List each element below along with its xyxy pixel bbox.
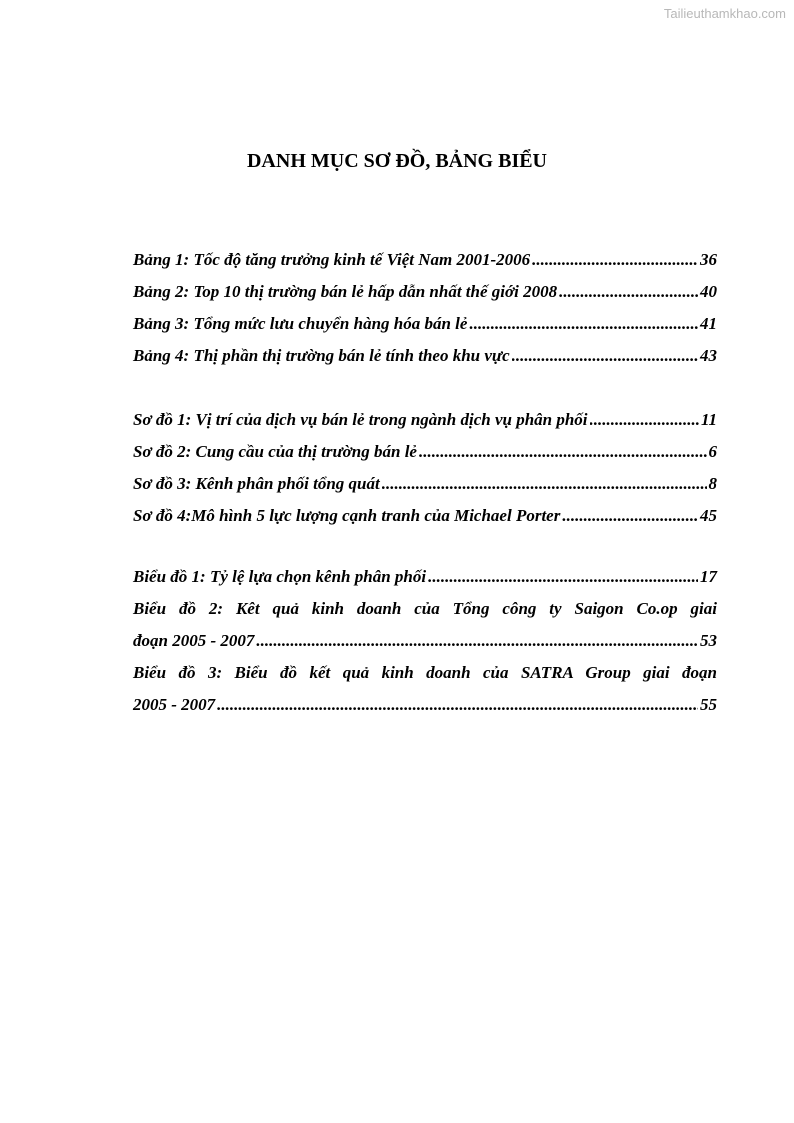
charts-list (133, 561, 717, 721)
toc-entry[interactable] (133, 340, 717, 372)
page-number: 17 (700, 567, 717, 586)
toc-entry[interactable] (133, 276, 717, 308)
page-number: 40 (700, 282, 717, 301)
entry-label: Bảng 1: Tốc độ tăng trưởng kinh tế Việt Nam 2001-2006 (133, 250, 531, 269)
toc-entry[interactable] (133, 436, 717, 468)
tables-list (133, 244, 717, 372)
entry-label-line1: Biểu đồ 2: Kêt quả kinh doanh của Tổng công ty Saigon Co.op giai (133, 599, 717, 618)
dot-leader (562, 500, 698, 532)
page-number: 41 (700, 314, 717, 333)
toc-entry[interactable] (133, 561, 717, 593)
toc-entry[interactable] (133, 468, 717, 500)
entry-label: Sơ đồ 4:Mô hình 5 lực lượng cạnh tranh của Michael Porter (133, 506, 561, 525)
toc-entry[interactable] (133, 500, 717, 532)
watermark: Tailieuthamkhao.com (663, 6, 786, 21)
page-number: 11 (700, 410, 717, 429)
entry-label: Bảng 4: Thị phần thị trường bán lẻ tính theo khu vực (133, 346, 510, 365)
dot-leader (469, 308, 698, 340)
entry-label-line2: 2005 - 2007 (133, 695, 216, 714)
page-number: 43 (700, 346, 717, 365)
entry-label: Sơ đồ 2: Cung cầu của thị trường bán lẻ (133, 442, 417, 461)
page-number: 45 (700, 506, 717, 525)
dot-leader (559, 276, 698, 308)
page-number: 53 (700, 631, 717, 650)
entry-label: Biểu đồ 1: Tỷ lệ lựa chọn kênh phân phối (133, 567, 427, 586)
dot-leader (256, 625, 698, 657)
entry-label: Bảng 2: Top 10 thị trường bán lẻ hấp dẫn nhất thế giới 2008 (133, 282, 558, 301)
page-number: 8 (708, 474, 717, 493)
dot-leader (419, 436, 707, 468)
entry-label-line1: Biểu đồ 3: Biểu đồ kết quả kinh doanh của SATRA Group giai đoạn (133, 663, 717, 682)
dot-leader (217, 689, 698, 721)
dot-leader (590, 404, 699, 436)
dot-leader (428, 561, 698, 593)
dot-leader (532, 244, 698, 276)
page-number: 6 (708, 442, 717, 461)
entry-label: Sơ đồ 1: Vị trí của dịch vụ bán lẻ trong ngành dịch vụ phân phối (133, 410, 588, 429)
entry-label: Bảng 3: Tổng mức lưu chuyển hàng hóa bán lẻ (133, 314, 468, 333)
toc-entry[interactable] (133, 308, 717, 340)
page-number: 55 (700, 695, 717, 714)
toc-entry[interactable] (133, 657, 717, 721)
entry-label: Sơ đồ 3: Kênh phân phối tổng quát (133, 474, 380, 493)
page-number: 36 (700, 250, 717, 269)
entry-label-line2: đoạn 2005 - 2007 (133, 631, 255, 650)
toc-entry[interactable] (133, 593, 717, 657)
toc-entry[interactable] (133, 244, 717, 276)
diagrams-list (133, 404, 717, 532)
dot-leader (382, 468, 707, 500)
dot-leader (512, 340, 698, 372)
page-title: DANH MỤC SƠ ĐỒ, BẢNG BIỂU (246, 150, 548, 172)
toc-entry[interactable] (133, 404, 717, 436)
